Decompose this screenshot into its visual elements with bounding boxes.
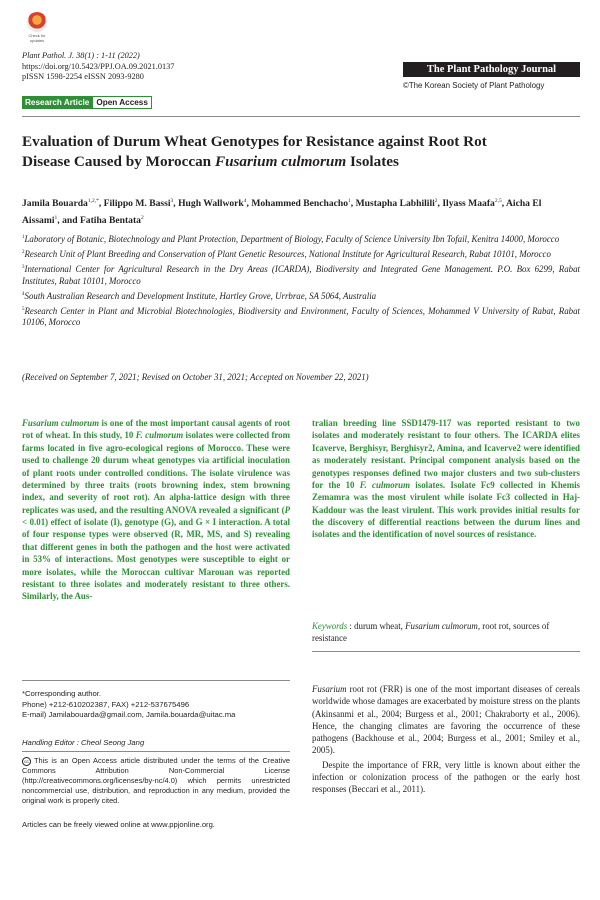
handling-editor: Handling Editor : Cheol Seong Jang	[22, 738, 145, 747]
author-affiliation-mark: 1	[54, 215, 58, 222]
author-name: Mohammed Benchacho	[251, 198, 349, 210]
affiliation	[22, 232, 580, 246]
abstract-text: tralian breeding line SSD1479-117 was reported resistant to two isolates and moderately resistant to four others. The ICARDA elites Icaverve, Berghisyr, Berghisyr2, Amina, and Icaverve2 were identified as moderately resistant. Principal component analysis based on the genotypes responses defined two major clusters and two sub-clusters for the 10	[312, 418, 580, 490]
author-list: Jamila Bouarda$^{1,2,*}$, Filippo M. Bassi$^3$, Hugh Wallwork$^4$, Mohammed Benchacho$^1$, Mustapha Labhilili$^2$, Ilyass Maafa$^{2,5}$, Aicha El Aissami$^1$, and Fatiha Bentata$^2$	[22, 198, 542, 227]
abstract-p-symbol: P	[284, 504, 290, 515]
license-divider	[22, 751, 290, 752]
title-part: Disease Caused by Moroccan	[22, 153, 215, 170]
affiliation-text: Laboratory of Botanic, Biotechnology and Plant Protection, Department of Biology, Faculty of Science University Ibn Tofail, Kenitra 14000, Morocco	[24, 233, 560, 244]
corr-label: *Corresponding author.	[22, 689, 102, 698]
journal-name-banner: The Plant Pathology Journal	[403, 62, 580, 77]
corr-email[interactable]: E-mail) Jamilabouarda@gmail.com, Jamila.bouarda@uitac.ma	[22, 710, 236, 719]
keywords	[312, 620, 580, 644]
body-species: Fusarium	[312, 684, 347, 694]
badge-caption: Check for updates	[28, 33, 46, 43]
society-copyright: ©The Korean Society of Plant Pathology	[403, 81, 545, 90]
affiliation-text: International Center for Agricultural Research in the Dry Areas (ICARDA), Biodiversity and Integrated Gene Management. P.O. Box 6299, Rabat Institutes, Rabat 10101, Morocco	[22, 264, 580, 286]
author-name: Fatiha Bentata	[79, 215, 141, 227]
affiliation-list	[22, 232, 580, 331]
author-name: Ilyass Maafa	[442, 198, 495, 210]
affiliation-mark: 1	[22, 235, 25, 240]
title-part: Isolates	[346, 153, 399, 170]
author-affiliation-mark: 2	[140, 215, 144, 222]
author-affiliation-mark: 2,5	[494, 198, 502, 204]
title-line-2	[22, 152, 562, 172]
abstract-right-column	[312, 417, 580, 541]
affiliation	[22, 304, 580, 329]
intro-body	[312, 683, 580, 796]
license-text	[22, 756, 290, 806]
affiliation-text: Research Unit of Plant Breeding and Conservation of Plant Genetic Resources, National Institute for Agricultural Research, Rabat 10101, Morocco	[24, 249, 551, 260]
body-paragraph	[312, 683, 580, 757]
affiliation	[22, 289, 580, 303]
affiliation-mark: 3	[22, 265, 25, 271]
creative-commons-icon: cc	[22, 757, 31, 766]
abstract-text: < 0.01) effect of isolate (I), genotype (G), and G × I interaction. A total of four response types were observed (R, MR, MS, and S) revealing that different genes in both the pathogen and the host were activated in 53% of interactions. Most genotypes were susceptible to eight or more isolates, while the Moroccan cultivar Marouan was reported resistant to three isolates and moderately resistant to three others. Similarly, the Aus-	[22, 517, 290, 602]
author-name: Filippo M. Bassi	[103, 198, 171, 210]
author-name: Mustapha Labhilili	[355, 198, 435, 210]
abstract-species: Fusarium culmorum	[22, 418, 99, 428]
check-for-updates-badge[interactable]	[22, 12, 52, 44]
author-name: Hugh Wallwork	[178, 198, 244, 210]
author-affiliation-mark: 4	[243, 198, 247, 204]
author-affiliation-mark: 2	[434, 198, 438, 204]
author-affiliation-mark: 1,2,*	[87, 198, 99, 204]
body-paragraph: Despite the importance of FRR, very little is known about either the infection or colonization process of the pathogen or the early host responses (Beccari et al., 2011).	[312, 759, 580, 795]
affiliation-text: Research Center in Plant and Microbial Biotechnologies, Biodiversity and Environment, Faculty of Sciences, Mohammed V University of Rabat, Rabat 10106, Morocco	[22, 305, 580, 328]
issn: pISSN 1598-2254 eISSN 2093-9280	[22, 72, 144, 82]
author-affiliation-mark: 1	[348, 198, 351, 204]
abstract-species: F. culmorum	[359, 479, 411, 490]
keywords-text: , root rot, sources of resistance	[312, 621, 550, 643]
abstract-species: F. culmorum	[135, 430, 184, 441]
check-updates-icon	[27, 12, 47, 32]
abstract-text: isolates. Isolate Fc9 collected in Khemis Zemamra was the most virulent while isolate Fc3 collected in Haj-Kaddour was the least virulent. This work provides initial results for the discovery of differential reactions between the durum lines and isolates and the identification of novel sources of resistance.	[312, 479, 581, 540]
online-notice: Articles can be freely viewed online at www.ppjonline.org.	[22, 820, 215, 829]
corr-phone: Phone) +212-610202387, FAX) +212-537675496	[22, 699, 190, 709]
keywords-species: Fusarium culmorum	[405, 621, 478, 631]
affiliation	[22, 262, 580, 287]
license-body: This is an Open Access article distributed under the terms of the Creative Commons Attribution Non-Commercial License (http://creativecommons.org/licenses/by-nc/4.0) which permits unrestricted noncommercial use, distribution, and reproduction in any medium, provided the original work is properly cited.	[22, 756, 290, 805]
journal-citation: Plant Pathol. J. 38(1) : 1-11 (2022)	[22, 51, 140, 60]
footnote-divider	[22, 680, 290, 681]
title-line-1: Evaluation of Durum Wheat Genotypes for Resistance against Root Rot	[22, 133, 487, 150]
abstract-text: isolates were collected from farms located in five agro-ecological regions of Morocco. These were used to challenge 20 durum wheat genotypes via artificial inoculation of plant roots under controlled conditions. The isolate virulence was determined by three traits (roots browning index, stem browning index, and severity of root rot). An alpha-lattice design with three replicates was used, and the resulting ANOVA revealed a significant (	[22, 430, 291, 515]
keywords-label: Keywords	[312, 621, 348, 631]
affiliation-text: South Australian Research and Development Institute, Hartley Grove, Urrbrae, SA 5064, Australia	[24, 290, 377, 301]
submission-dates: (Received on September 7, 2021; Revised on October 31, 2021; Accepted on November 22, 2021)	[22, 372, 369, 382]
author-name: Jamila Bouarda	[22, 198, 88, 210]
research-article-tag: Research Article	[22, 96, 92, 109]
corresponding-author	[22, 689, 290, 721]
article-meta	[22, 51, 174, 83]
abstract-left-column	[22, 417, 290, 603]
author-name: Aicha El Aissami	[22, 198, 542, 227]
article-tags	[22, 96, 152, 109]
keywords-divider	[312, 651, 580, 652]
open-access-tag: Open Access	[92, 96, 152, 109]
affiliation-mark: 5	[22, 306, 25, 312]
title-species: Fusarium culmorum	[214, 153, 347, 170]
abstract-text: is one of the most important causal agents of root rot of wheat. In this study, 10	[22, 418, 290, 441]
body-text: root rot (FRR) is one of the most important diseases of cereals worldwide whose damages are exacerbated by moisture stress on the plants (Akinsanmi et al., 2004; Burgess et al., 2001; Chakraborty et al., 2006). Hence, the changing climates are favoring the occurrence of these pathogens (Backhouse et al., 2004; Burgess et al., 2001; Smiley et al., 2005).	[312, 684, 580, 756]
affiliation-mark: 2	[22, 250, 25, 256]
doi-link[interactable]: https://doi.org/10.5423/PPJ.OA.09.2021.0137	[22, 61, 175, 71]
header-divider	[22, 116, 580, 117]
affiliation-mark: 4	[22, 291, 25, 297]
affiliation	[22, 247, 580, 261]
keywords-text: : durum wheat,	[347, 621, 406, 631]
author-affiliation-mark: 3	[170, 198, 174, 204]
article-title	[22, 132, 562, 172]
